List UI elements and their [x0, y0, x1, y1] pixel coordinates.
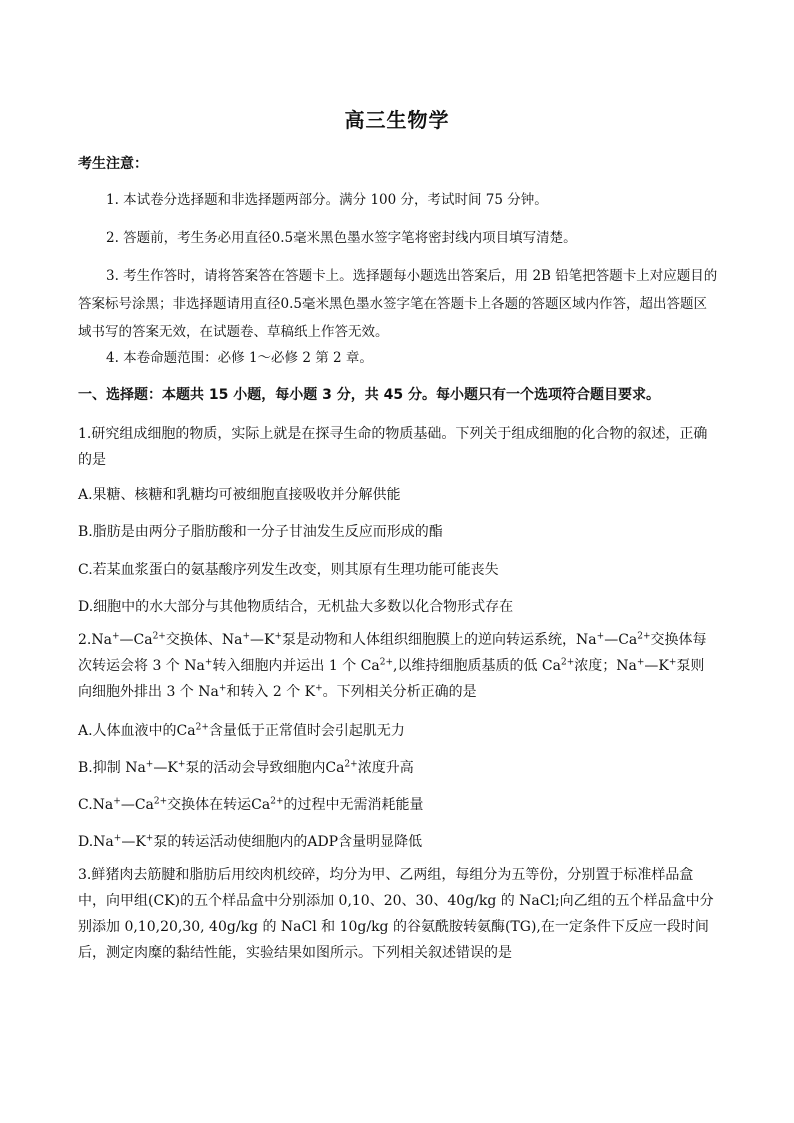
- question-2-stem: $2.Na^+—Ca^{2+}$交换体、Na+—K+泵是动物和人体组织细胞膜上的逆向转运系统，$Na^+—Ca^{2+}$交换体每次转运会将 3 个 Na+转入细胞内并运出 1 个 $Ca^{2+}$,以维持细胞质基质的低 $Ca^{2+}$浓度；Na+—K+泵则向细胞外排出 3 个 Na+和转入 2 个 K+。下列相关分析正确的是: [78, 631, 707, 700]
- question-1-option-c: C.若某血浆蛋白的氨基酸序列发生改变，则其原有生理功能可能丧失: [78, 562, 499, 578]
- notice-item-3: 3. 考生作答时，请将答案答在答题卡上。选择题每小题选出答案后，用 2B 铅笔把答题卡上对应题目的答案标号涂黑；非选择题请用直径0.5毫米黑色墨水签字笔在答题卡上各题的答题区域内作答，超出答题区域书写的答案无效，在试题卷、草稿纸上作答无效。: [78, 268, 718, 340]
- page-title: 高三生物学: [344, 108, 450, 132]
- question-1-option-d: D.细胞中的水大部分与其他物质结合，无机盐大多数以化合物形式存在: [78, 599, 514, 615]
- question-1-option-b: B.脂肪是由两分子脂肪酸和一分子甘油发生反应而形成的酯: [78, 524, 443, 540]
- notice-item-2: 2. 答题前，考生务必用直径0.5毫米黑色墨水签字笔将密封线内项目填写清楚。: [106, 230, 577, 246]
- notice-heading: 考生注意：: [78, 156, 148, 172]
- question-2-option-a: A.人体血液中的$Ca^{2+}$含量低于正常值时会引起肌无力: [78, 722, 405, 739]
- question-1-option-a: A.果糖、核糖和乳糖均可被细胞直接吸收并分解供能: [78, 487, 401, 503]
- question-3-stem: 3.鲜猪肉去筋腱和脂肪后用绞肉机绞碎，均分为甲、乙两组，每组分为五等份，分别置于标准样品盒中，向甲组(CK)的五个样品盒中分别添加 0,10、20、30、40g/kg 的 NaCl;向乙组的五个样品盒中分别添加 0,10,20,30, 40g/kg 的 NaCl 和 10g/kg 的谷氨酰胺转氨酶(TG),在一定条件下反应一段时间后，测定肉糜的黏结性能，实验结果如图所示。下列相关叙述错误的是: [78, 867, 714, 961]
- question-2-option-d: D.Na+—K+泵的转运活动使细胞内的ADP含量明显降低: [78, 833, 423, 850]
- question-1-stem: 1.研究组成细胞的物质，实际上就是在探寻生命的物质基础。下列关于组成细胞的化合物的叙述，正确的是: [78, 426, 708, 468]
- section-heading: 一、选择题：本题共 15 小题，每小题 3 分，共 45 分。每小题只有一个选项符合题目要求。: [78, 387, 660, 403]
- question-2-option-c: $C.Na^+—Ca^{2+}$交换体在转运$Ca^{2+}$的过程中无需消耗能量: [78, 796, 424, 813]
- notice-item-1: 1. 本试卷分选择题和非选择题两部分。满分 100 分，考试时间 75 分钟。: [106, 192, 548, 208]
- question-2-option-b: B.抑制 Na+—K+泵的活动会导致细胞内$Ca^{2+}$浓度升高: [78, 759, 414, 776]
- notice-item-4: 4. 本卷命题范围：必修 1～必修 2 第 2 章。: [106, 350, 373, 366]
